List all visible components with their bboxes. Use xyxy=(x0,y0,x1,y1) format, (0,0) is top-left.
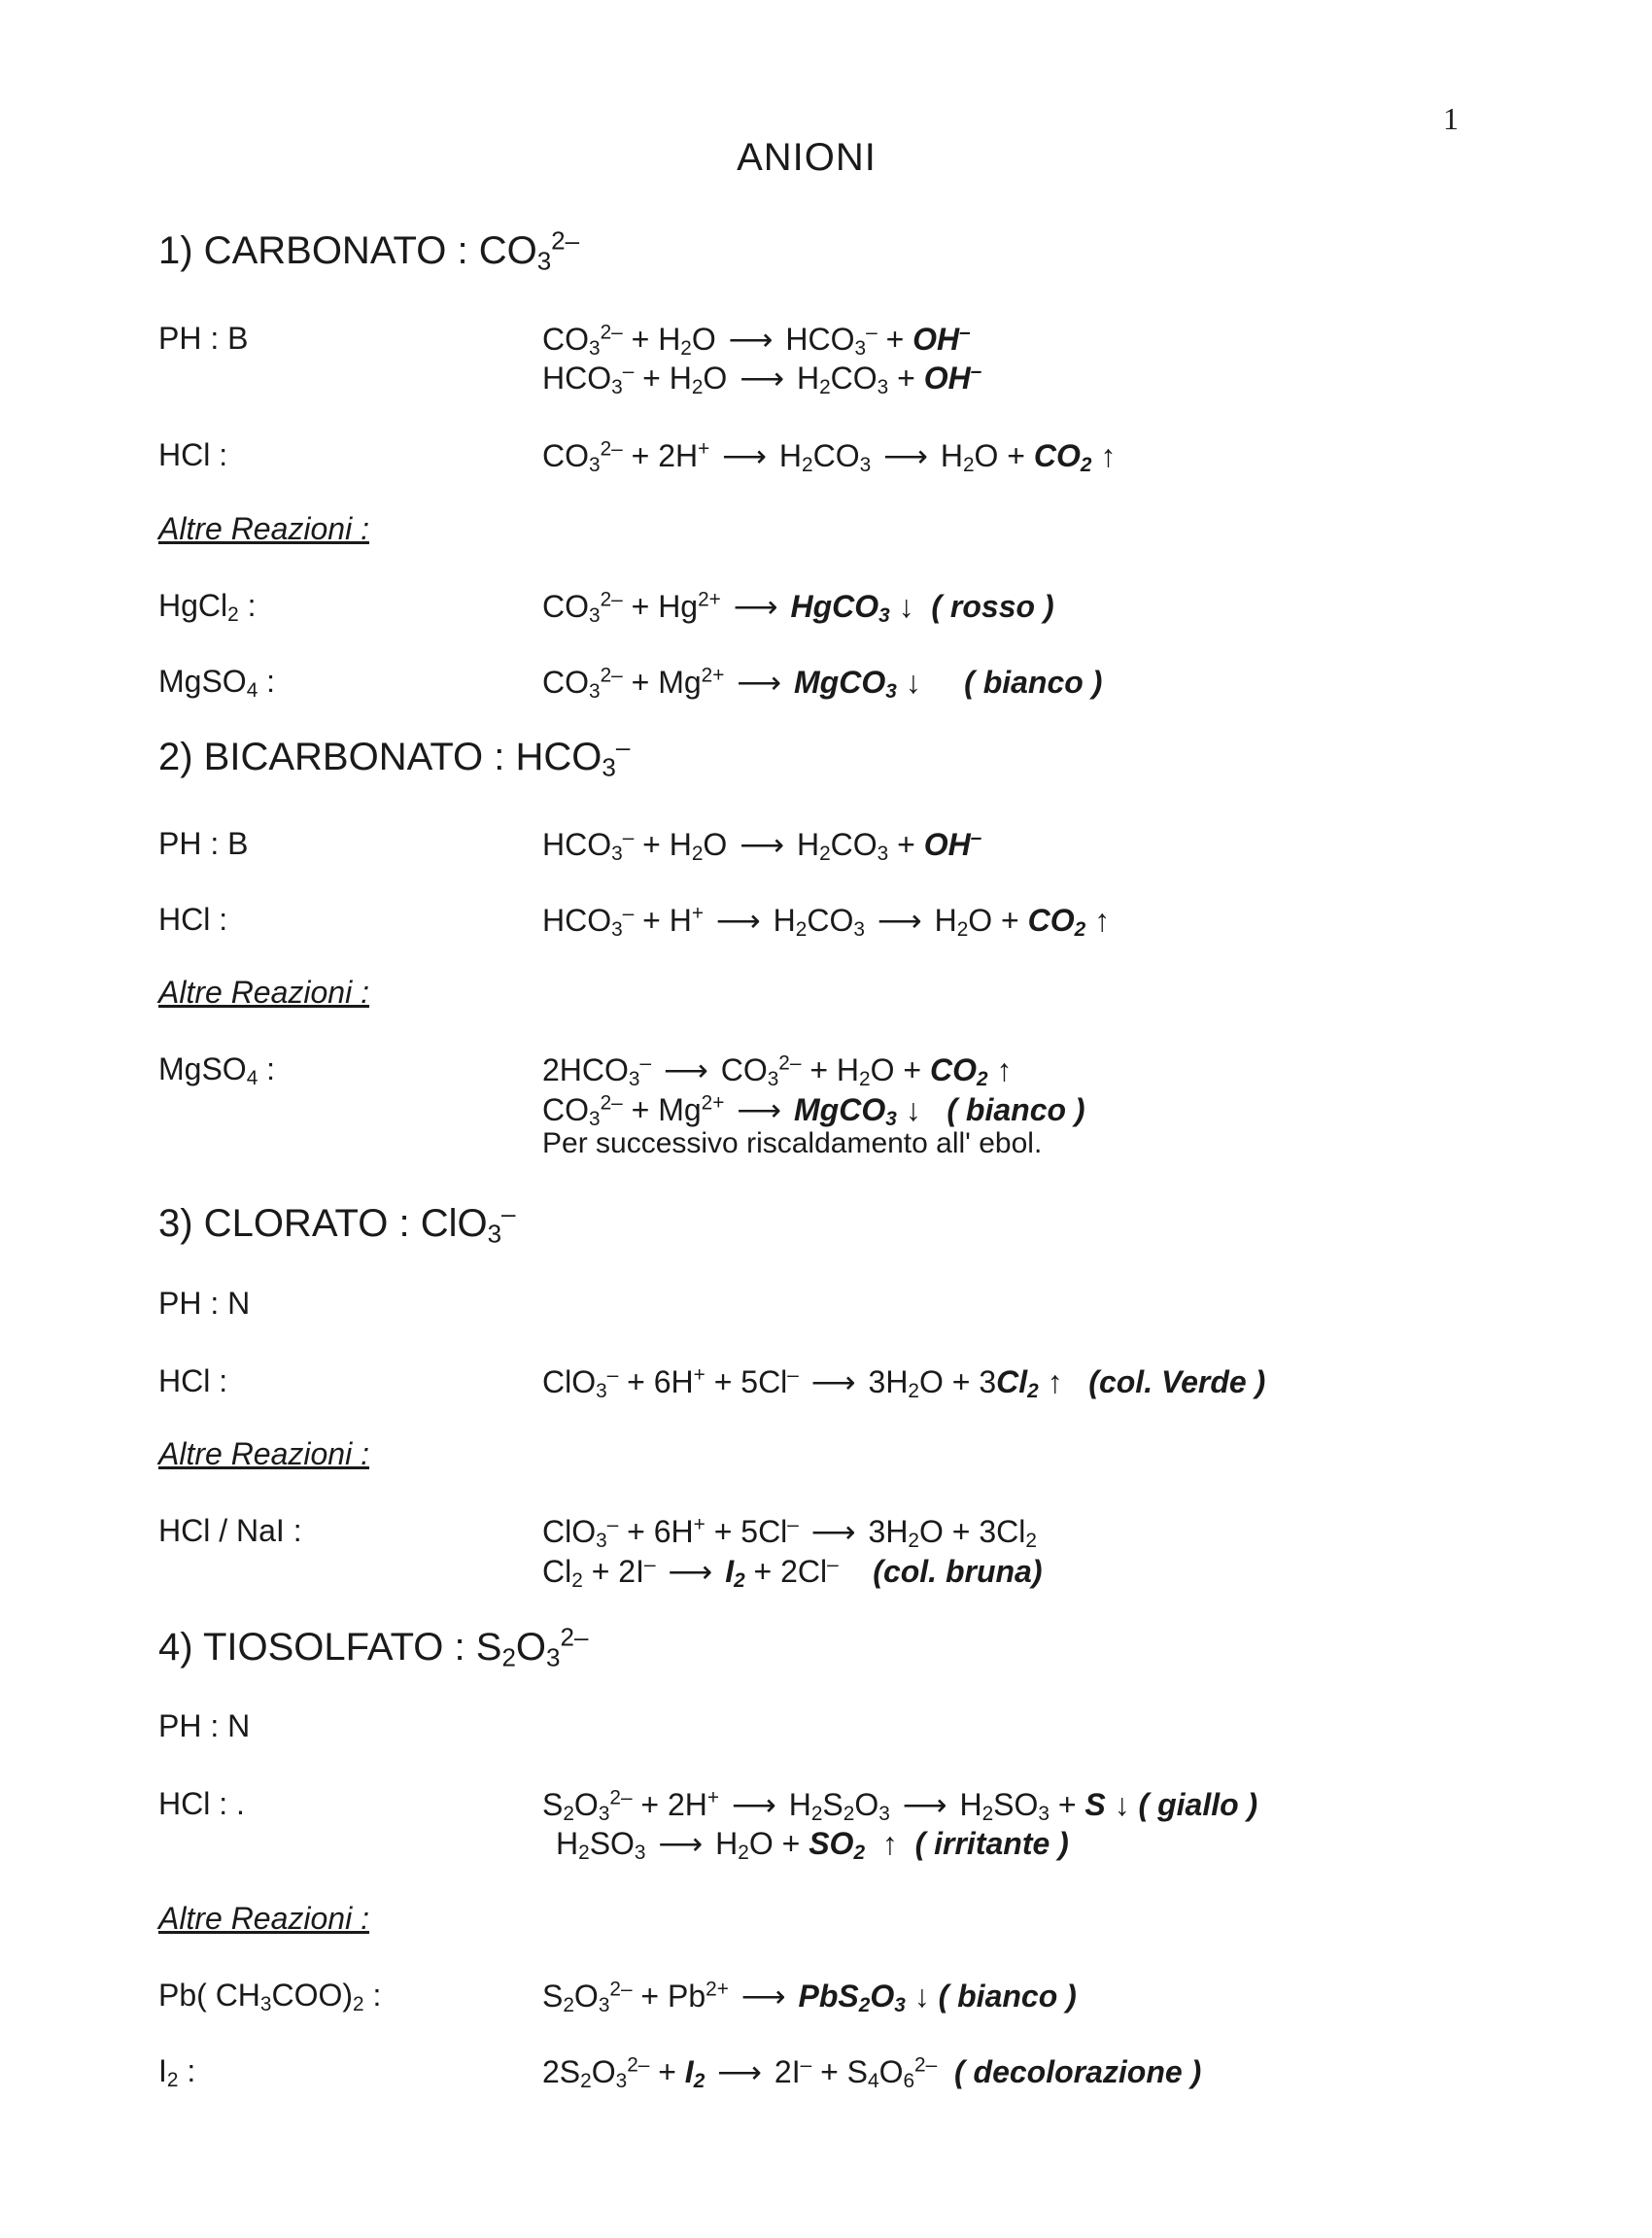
label-pb-acetato: Pb( $CH_3COO)_2$ : xyxy=(158,1978,382,2016)
equation: $H_2SO_3$ ⟶ $H_2O + SO_2$ ↑ ( irritante ) xyxy=(556,1826,1069,1865)
label-hcl: HCl : xyxy=(158,902,228,937)
label-hcl: HCl : . xyxy=(158,1786,245,1821)
equation: $CO_3^{2-} + H_2O$ ⟶ $HCO_3^- + OH^-$ xyxy=(542,321,971,361)
label-ph: PH : B xyxy=(158,321,249,356)
equation: $2HCO_3^-$ ⟶ $CO_3^{2-} + H_2O + CO_2$ ↑ xyxy=(542,1051,1013,1091)
equation: $Cl_2 + 2I^-$ ⟶ $I_2 + 2Cl^-$ (col. bruna) xyxy=(542,1553,1043,1593)
section-heading-carbonato: 1) CARBONATO : $CO_3^{2-}$ xyxy=(158,225,580,276)
label-hgcl2: HgCl$_2$ : xyxy=(158,588,257,627)
equation: $HCO_3^- + H_2O$ ⟶ $H_2CO_3 + OH^-$ xyxy=(542,360,982,399)
label-hcl: HCl : xyxy=(158,437,228,472)
label-ph: PH : N xyxy=(158,1708,251,1743)
page-title: ANIONI xyxy=(737,136,877,179)
section-heading-clorato: 3) CLORATO : ClO$_3$– xyxy=(158,1198,516,1249)
label-hcl: HCl : xyxy=(158,1363,228,1398)
label-mgso4: MgSO$_4$ : xyxy=(158,664,276,703)
equation: $HCO_3^- + H_2O$ ⟶ $H_2CO_3 + OH^-$ xyxy=(542,826,982,866)
label-altre-reazioni: Altre Reazioni : xyxy=(158,975,369,1010)
note-riscaldamento: Per successivo riscaldamento all' ebol. xyxy=(542,1127,1043,1159)
section-heading-tiosolfato: 4) TIOSOLFATO : $S_2O_3^{2-}$ xyxy=(158,1622,589,1672)
label-altre-reazioni: Altre Reazioni : xyxy=(158,1901,369,1936)
equation: $2S_2O_3^{2-} + I_2$ ⟶ $2I^- + S_4O_6^{2-}$ ( decolorazione ) xyxy=(542,2053,1202,2093)
equation: ClO$_3$– + 6H+ + 5Cl– ⟶ $3H_2O + 3Cl_2$ ↑ (col. Verde ) xyxy=(542,1363,1266,1403)
label-i2: $I_2$ : xyxy=(158,2053,196,2092)
equation: $CO_3^{2-} + Hg^{2+}$ ⟶ HgCO$_3$ ↓ ( rosso ) xyxy=(542,588,1054,628)
equation: $CO_3^{2-} + Mg^{2+}$ ⟶ MgCO$_3$ ↓ ( bianco ) xyxy=(542,1091,1085,1131)
page-number: 1 xyxy=(1443,101,1459,136)
equation: $HCO_3^- + H^+$ ⟶ $H_2CO_3$ ⟶ $H_2O + CO_2$ ↑ xyxy=(542,902,1111,942)
equation: $CO_3^{2-} + 2H^+$ ⟶ $H_2CO_3$ ⟶ $H_2O + CO_2$ ↑ xyxy=(542,437,1117,477)
equation: $S_2O_3^{2-} + Pb^{2+}$ ⟶ $PbS_2O_3$ ↓ ( bianco ) xyxy=(542,1978,1077,2017)
section-heading-bicarbonato: 2) BICARBONATO : $HCO_3^-$ xyxy=(158,732,631,782)
label-altre-reazioni: Altre Reazioni : xyxy=(158,511,369,546)
equation: ClO$_3$– + 6H+ + 5Cl– ⟶ $3H_2O + 3Cl_2$ xyxy=(542,1513,1037,1553)
label-altre-reazioni: Altre Reazioni : xyxy=(158,1436,369,1471)
label-hcl-nai: HCl / NaI : xyxy=(158,1513,302,1548)
equation: $CO_3^{2-} + Mg^{2+}$ ⟶ MgCO$_3$ ↓ ( bianco ) xyxy=(542,664,1103,704)
label-ph: PH : B xyxy=(158,826,249,861)
label-ph: PH : N xyxy=(158,1286,251,1321)
equation: $S_2O_3^{2-} + 2H^+$ ⟶ $H_2S_2O_3$ ⟶ $H_2SO_3 + S$ ↓ ( giallo ) xyxy=(542,1786,1258,1826)
label-mgso4: MgSO$_4$ : xyxy=(158,1051,276,1090)
